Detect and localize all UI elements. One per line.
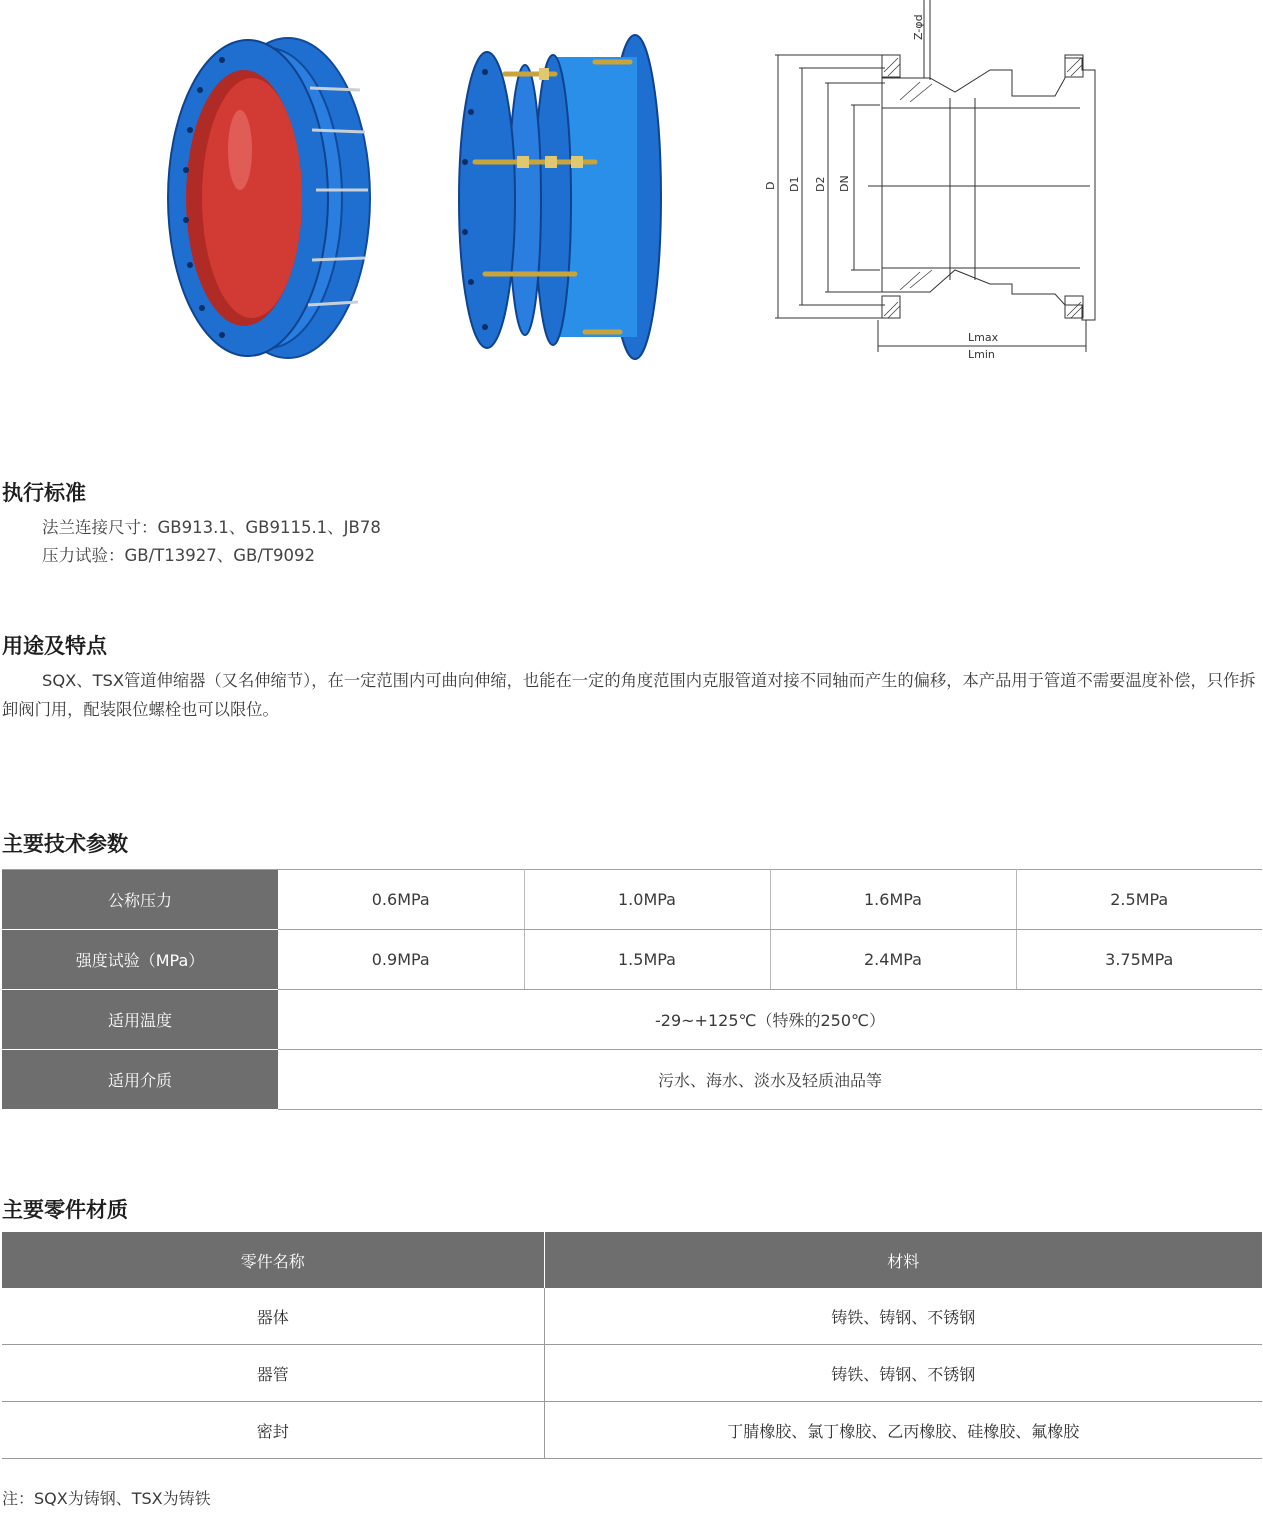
param-cell: 1.6MPa — [770, 870, 1016, 930]
param-cell: 1.5MPa — [524, 930, 770, 990]
param-cell-temperature: -29~+125℃（特殊的250℃） — [278, 990, 1262, 1050]
part-material: 铸铁、铸钢、不锈钢 — [544, 1288, 1262, 1345]
table-header-row — [2, 1232, 1262, 1288]
technical-drawing — [750, 0, 1110, 370]
param-cell-medium: 污水、海水、淡水及轻质油品等 — [278, 1050, 1262, 1110]
param-cell: 3.75MPa — [1016, 930, 1262, 990]
param-cell: 0.9MPa — [278, 930, 524, 990]
product-photo-front — [160, 30, 380, 365]
column-header-material: 材料 — [544, 1232, 1262, 1288]
label-lmin: Lmin — [968, 348, 995, 361]
part-material: 丁腈橡胶、氯丁橡胶、乙丙橡胶、硅橡胶、氟橡胶 — [544, 1402, 1262, 1459]
param-cell: 0.6MPa — [278, 870, 524, 930]
standard-line-flange: 法兰连接尺寸：GB913.1、GB9115.1、JB78 — [42, 518, 381, 537]
part-name: 器体 — [2, 1288, 544, 1345]
label-lmax: Lmax — [968, 331, 999, 344]
usage-description: SQX、TSX管道伸缩器（又名伸缩节），在一定范围内可曲向伸缩，也能在一定的角度范围内克服管道对接不同轴而产生的偏移，本产品用于管道不需要温度补偿，只作拆卸阀门用，配装限位螺栓也可以限位。 — [2, 671, 1256, 719]
part-name: 密封 — [2, 1402, 544, 1459]
materials-table — [2, 1232, 1262, 1459]
param-cell: 2.4MPa — [770, 930, 1016, 990]
label-D1: D1 — [788, 176, 801, 192]
table-row — [2, 990, 1262, 1050]
params-table — [2, 869, 1262, 1110]
footnote: 注：SQX为铸钢、TSX为铸铁 — [2, 1489, 211, 1508]
param-label-temperature: 适用温度 — [2, 990, 278, 1050]
standards-title: 执行标准 — [2, 481, 86, 505]
product-photo-side — [445, 32, 670, 367]
label-DN: DN — [838, 175, 851, 192]
standard-line-pressure: 压力试验：GB/T13927、GB/T9092 — [42, 546, 315, 565]
table-row — [2, 870, 1262, 930]
materials-title: 主要零件材质 — [2, 1198, 128, 1222]
table-row — [2, 1345, 1262, 1402]
params-title: 主要技术参数 — [2, 832, 128, 856]
param-label-nominal-pressure: 公称压力 — [2, 870, 278, 930]
part-material: 铸铁、铸钢、不锈钢 — [544, 1345, 1262, 1402]
table-row — [2, 1402, 1262, 1459]
usage-title: 用途及特点 — [2, 634, 107, 658]
param-cell: 2.5MPa — [1016, 870, 1262, 930]
label-z-phi-d: Z-φd — [912, 14, 925, 40]
column-header-part: 零件名称 — [2, 1232, 544, 1288]
param-cell: 1.0MPa — [524, 870, 770, 930]
table-row — [2, 930, 1262, 990]
table-row — [2, 1050, 1262, 1110]
table-row — [2, 1288, 1262, 1345]
param-label-medium: 适用介质 — [2, 1050, 278, 1110]
label-D2: D2 — [814, 176, 827, 192]
part-name: 器管 — [2, 1345, 544, 1402]
label-D: D — [764, 181, 777, 190]
param-label-test-strength: 强度试验（MPa） — [2, 930, 278, 990]
